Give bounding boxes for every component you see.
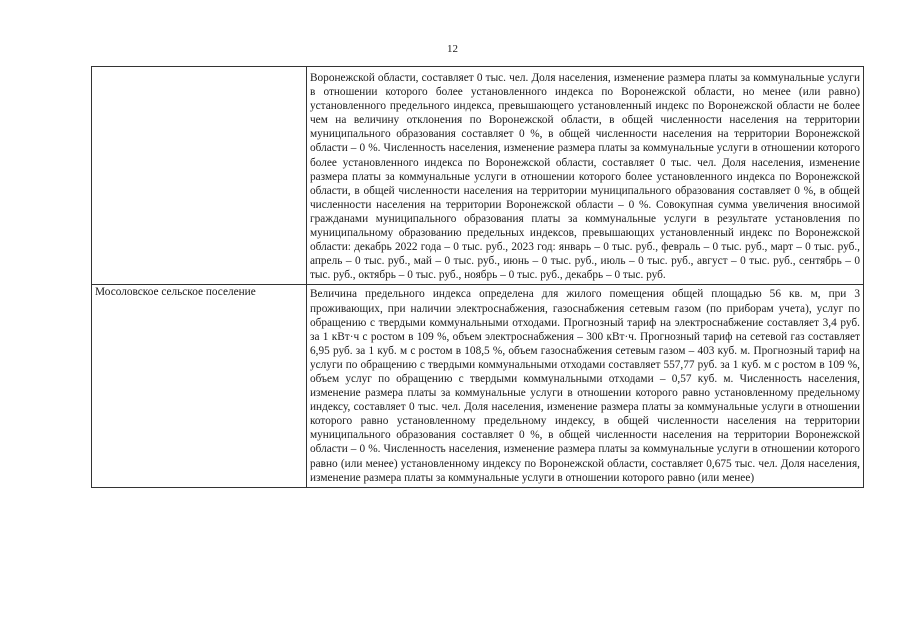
description-cell: Величина предельного индекса определена для жилого помещения общей площадью 56 кв. м, при 3 проживающих, при наличии электроснабжения, газоснабжения сетевым газом (по приборам учета), услуг по обращению с твердыми коммунальными отходами. Прогнозный тариф на электроснабжение составляет 3,4 руб. за 1 кВт·ч с ростом в 109 %, объем электроснабжения – 300 кВт·ч. Прогнозный тариф на сетевой газ составляет 6,95 руб. за 1 куб. м с ростом в 108,5 %, объем газоснабжения сетевым газом – 403 куб. м. Прогнозный тариф на услуги по обращению с твердыми коммунальными отходами составляет 557,77 руб. за 1 куб. м с ростом в 109 %, объем услуг по обращению с твердыми коммунальными отходами – 0,57 куб. м. Численность населения, изменение размера платы за коммунальные услуги в отношении которого равно установленному предельному индексу, составляет 0 тыс. чел. Доля населения, изменение размера платы за коммунальные услуги в отношении которого равно установленному предельному индексу, в общей численности населения на территории муниципального образования составляет 0 %, в общей численности населения на территории Воронежской области – 0 %. Численность населения, изменение размера платы за коммунальные услуги в отношении которого равно (или менее) установленному индексу по Воронежской области, составляет 0,675 тыс. чел. Доля населения, изменение размера платы за коммунальные услуги в отношении которого равно (или менее)	[307, 285, 864, 487]
page-number: 12	[447, 43, 458, 55]
table-row	[92, 67, 864, 285]
description-cell: Воронежской области, составляет 0 тыс. чел. Доля населения, изменение размера платы за коммунальные услуги в отношении которого более установленного индекса по Воронежской области, но менее (или равно) установленного предельного индекса, превышающего установленный индекс по Воронежской области не более чем на величину отклонения по Воронежской области, в общей численности населения на территории муниципального образования составляет 0 %, в общей численности населения на территории Воронежской области – 0 %. Численность населения, изменение размера платы за коммунальные услуги в отношении которого более установленного индекса по Воронежской области, составляет 0 тыс. чел. Доля населения, изменение размера платы за коммунальные услуги в отношении которого более установленного индекса по Воронежской области, в общей численности населения на территории муниципального образования составляет 0 %, в общей численности населения на территории Воронежской области – 0 %. Совокупная сумма увеличения вносимой гражданами муниципального образования платы за коммунальные услуги в результате установления по муниципальному образованию предельных индексов, превышающих установленный индекс по Воронежской области: декабрь 2022 года – 0 тыс. руб., 2023 год: январь – 0 тыс. руб., февраль – 0 тыс. руб., март – 0 тыс. руб., апрель – 0 тыс. руб., май – 0 тыс. руб., июнь – 0 тыс. руб., июль – 0 тыс. руб., август – 0 тыс. руб., сентябрь – 0 тыс. руб., октябрь – 0 тыс. руб., ноябрь – 0 тыс. руб., декабрь – 0 тыс. руб.	[307, 67, 864, 285]
municipality-name-cell	[92, 67, 307, 285]
table-row	[92, 285, 864, 487]
municipality-name-cell: Мосоловское сельское поселение	[92, 285, 307, 487]
document-table	[91, 66, 864, 488]
